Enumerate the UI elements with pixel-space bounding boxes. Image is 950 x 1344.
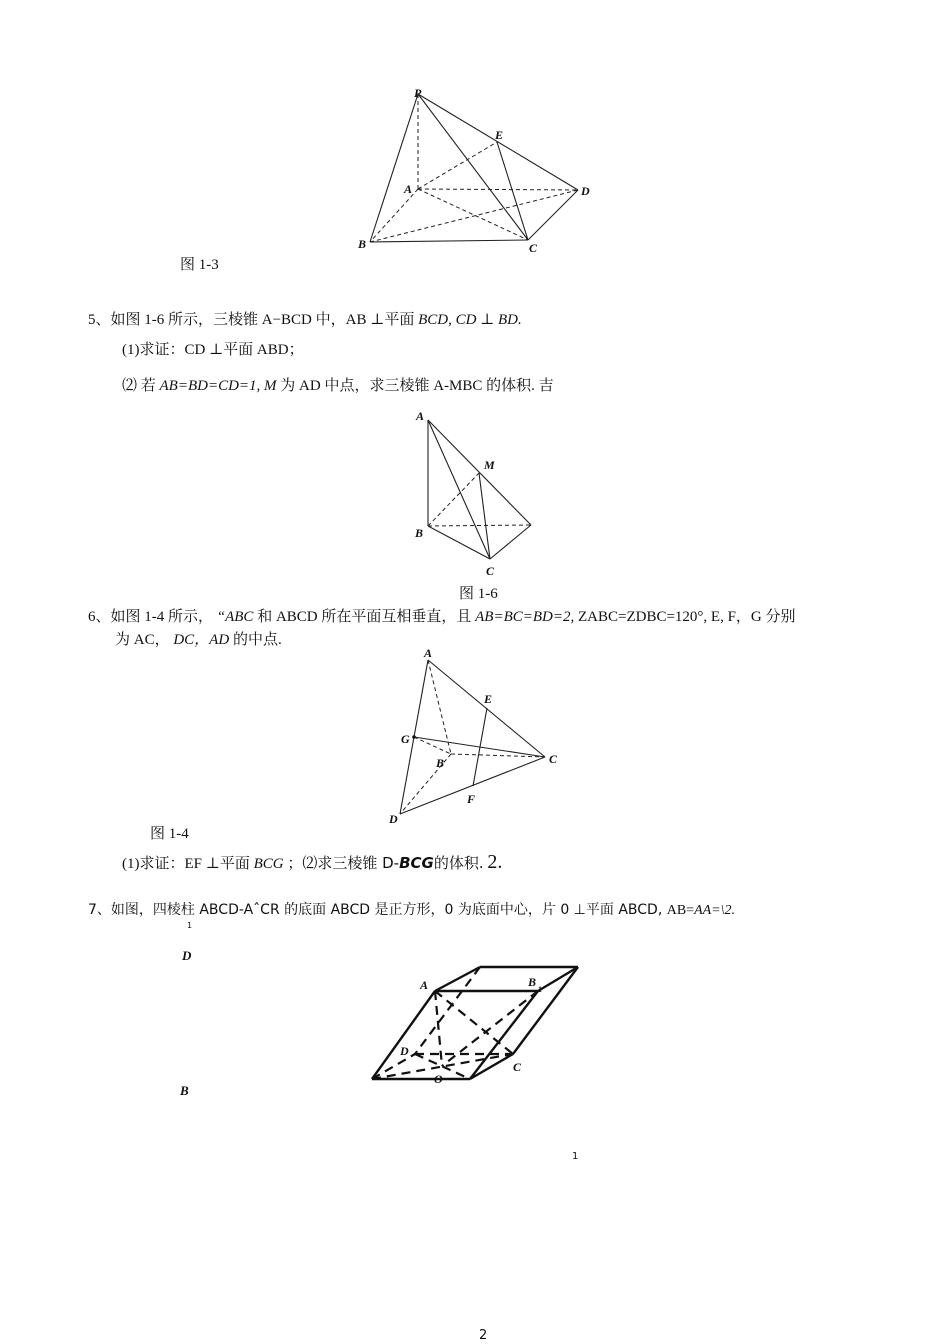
question-7-line1 [88,900,735,921]
label-A: A [404,182,413,196]
question-6-part1: (1)求证：EF ⊥平面 [122,856,250,872]
question-6-text-a: 6、如图 1-4 所示， [88,609,213,625]
question-5-text: 5、如图 1-6 所示，三棱锥 A−BCD 中，AB ⊥平面 [88,312,415,328]
question-5-math: BCD, CD ⊥ BD. [418,312,522,328]
label-P: P [414,86,422,100]
figure-1-6-caption: 图 1-6 [459,586,498,602]
question-7-text-c: AB= [666,903,695,918]
label-B: B [528,975,537,989]
question-7-text-a: 7、如图，四棱柱 ABCD-A [88,902,254,918]
label-M: M [484,458,495,472]
label-E: E [495,128,504,142]
question-7-text-b: ˆCR 的底面 ABCD 是正方形，0 为底面中心，片 0 ⊥平面 ABCD, [253,902,663,918]
question-6-line2 [115,630,282,650]
question-6-part1-math: BCG [253,856,284,872]
label-B: B [436,756,445,770]
question-6-line1 [88,607,796,627]
question-6-math-b: AB=BC=BD=2, [475,609,575,625]
question-6-part2-math: BCG [399,854,434,872]
label-B: B [358,237,367,251]
label-G: G [401,732,410,746]
question-6-part2: ；⑵求三棱锥 D- [287,854,400,872]
label-F: F [467,792,476,806]
question-5-part2-prefix: ⑵ 若 [122,378,156,394]
question-6-math-a: “ABC [216,609,254,625]
question-5-line1 [88,310,522,330]
label-C: C [486,564,495,578]
stray-digit: 1 [572,1151,579,1162]
label-B: B [415,526,424,540]
question-5-part2 [122,376,554,396]
question-6-text-d: 为 AC， [115,632,170,648]
question-7-side-label-d: D [182,948,192,963]
question-5-part2-math: AB=BD=CD=1, M [159,378,277,394]
question-6-text-c: ZABC=ZDBC=120°, E, F，G 分别 [577,609,796,625]
label-C: C [513,1060,522,1074]
question-5-part1: (1)求证：CD ⊥平面 ABD； [122,342,304,358]
question-7-side-label-b: B [180,1083,189,1098]
question-6-text-b: 和 ABCD 所在平面互相垂直，且 [257,609,472,625]
figure-7-prism [360,955,590,1090]
question-5-part2-suffix: 为 AD 中点，求三棱锥 A-MBC 的体积. 吉 [280,378,554,394]
question-7-subscript: 1 [187,921,193,930]
label-O: O [434,1072,443,1086]
figure-1-4 [385,645,570,825]
figure-1-4-caption: 图 1-4 [150,826,189,842]
label-A: A [424,646,433,660]
question-6-text-e: 的中点. [232,632,282,648]
question-7-math: AA=\2. [694,903,736,918]
label-A: A [420,978,429,992]
figure-1-6 [400,405,550,580]
question-6-parts [122,852,502,874]
question-6-math-c: DC，AD [173,632,230,648]
label-D: D [581,184,590,198]
label-C: C [529,241,538,255]
figure-1-3-caption: 图 1-3 [180,257,219,273]
label-D: D [389,812,398,825]
label-C: C [549,752,558,766]
figure-1-3 [350,82,600,262]
label-D: D [400,1044,409,1058]
question-6-stray: 2. [487,851,503,873]
label-A: A [416,409,425,423]
question-6-part2-suffix: 的体积. [433,854,484,872]
page-number: 2 [479,1328,488,1343]
label-B-subscript: 1 [538,985,542,994]
label-E: E [484,692,493,706]
